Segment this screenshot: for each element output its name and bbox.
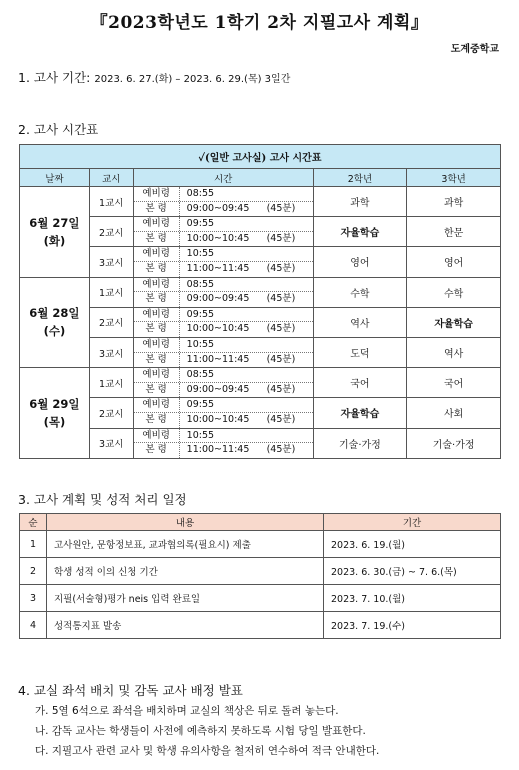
exam-period-text: 2023. 6. 27.(화) – 2023. 6. 29.(목) 3일간 (94, 74, 291, 85)
section-seating-heading: 4. 교실 좌석 배치 및 감독 교사 배정 발표 (18, 683, 243, 698)
period-cell: 2교시 (89, 398, 133, 428)
timetable-caption: ✓(일반 고사실) 고사 시간표 (20, 145, 501, 169)
header-period-date: 기간 (324, 514, 501, 531)
section-exam-period-label: 1. 고사 기간: (18, 70, 95, 85)
period-cell: 3교시 (89, 337, 133, 367)
period-cell: 3교시 (89, 247, 133, 277)
duration: (45분) (266, 202, 296, 214)
schedule-seq: 1 (20, 531, 47, 558)
pre-bell-line (134, 398, 313, 413)
schedule-date: 2023. 7. 19.(수) (324, 612, 501, 639)
duration: (45분) (266, 444, 296, 456)
note-item: 나. 감독 교사는 학생들이 사전에 예측하지 못하도록 시험 당일 발표한다. (35, 725, 366, 737)
pre-bell-time: 09:55 (186, 218, 215, 230)
header-content: 내용 (47, 514, 324, 531)
main-bell-time: 09:00~09:45 (186, 383, 250, 395)
grade2-subject: 자율학습 (313, 398, 407, 428)
time-cell (133, 368, 313, 398)
period-cell: 2교시 (89, 217, 133, 247)
pre-bell-time: 10:55 (186, 429, 215, 441)
pre-bell-line (134, 278, 313, 293)
grade2-subject: 역사 (313, 307, 407, 337)
pre-bell-line (134, 338, 313, 353)
time-cell (133, 217, 313, 247)
timetable-row (20, 307, 501, 337)
pre-bell-label: 예비령 (134, 217, 180, 231)
pre-bell-time: 09:55 (186, 399, 215, 411)
timetable-row (20, 428, 501, 458)
main-bell-line (134, 443, 313, 458)
schedule-content: 지필(서술형)평가 neis 입력 완료일 (47, 585, 324, 612)
schedule-date: 2023. 6. 19.(월) (324, 531, 501, 558)
period-cell: 1교시 (89, 277, 133, 307)
schedule-row (20, 531, 501, 558)
pre-bell-time: 10:55 (186, 248, 215, 260)
section-exam-period (18, 68, 290, 86)
header-period: 교시 (89, 169, 133, 187)
duration: (45분) (266, 353, 296, 365)
timetable-row (20, 277, 501, 307)
pre-bell-line (134, 247, 313, 262)
grade2-subject: 국어 (313, 368, 407, 398)
note-item: 다. 지필고사 관련 교사 및 학생 유의사항을 철저히 연수하여 적극 안내한다. (35, 745, 380, 757)
timetable-row (20, 187, 501, 217)
pre-bell-time: 10:55 (186, 338, 215, 350)
section-timetable-heading: 2. 고사 시간표 (18, 122, 99, 137)
pre-bell-label: 예비령 (134, 368, 180, 382)
grade3-subject: 기술·가정 (407, 428, 501, 458)
grade3-subject: 과학 (407, 187, 501, 217)
pre-bell-label: 예비령 (134, 398, 180, 412)
duration: (45분) (266, 323, 296, 335)
main-bell-line (134, 262, 313, 277)
period-cell: 1교시 (89, 368, 133, 398)
main-bell-time: 11:00~11:45 (186, 444, 250, 456)
header-date: 날짜 (20, 169, 90, 187)
grade2-subject: 기술·가정 (313, 428, 407, 458)
main-bell-line (134, 232, 313, 247)
main-bell-time: 10:00~10:45 (186, 323, 250, 335)
pre-bell-line (134, 308, 313, 323)
main-bell-label: 본 령 (134, 232, 180, 247)
main-bell-line (134, 383, 313, 398)
school-name: 도계중학교 (450, 44, 499, 55)
exam-date: 6월 28일 (29, 306, 80, 321)
grade3-subject: 자율학습 (407, 307, 501, 337)
grade3-subject: 국어 (407, 368, 501, 398)
duration: (45분) (266, 293, 296, 305)
pre-bell-time: 09:55 (186, 308, 215, 320)
main-bell-time: 10:00~10:45 (186, 413, 250, 425)
pre-bell-label: 예비령 (134, 278, 180, 292)
header-seq: 순 (20, 514, 47, 531)
duration: (45분) (266, 262, 296, 274)
main-bell-line (134, 322, 313, 337)
main-bell-line (134, 202, 313, 217)
period-cell: 3교시 (89, 428, 133, 458)
exam-day-cell (20, 368, 90, 459)
time-cell (133, 337, 313, 367)
exam-weekday: (수) (43, 324, 66, 339)
schedule-content: 성적통지표 발송 (47, 612, 324, 639)
schedule-seq: 2 (20, 558, 47, 585)
main-bell-time: 09:00~09:45 (186, 293, 250, 305)
pre-bell-label: 예비령 (134, 338, 180, 352)
main-bell-label: 본 령 (134, 353, 180, 368)
schedule-seq: 4 (20, 612, 47, 639)
grade3-subject: 사회 (407, 398, 501, 428)
exam-date: 6월 27일 (29, 215, 80, 230)
main-bell-label: 본 령 (134, 322, 180, 337)
pre-bell-line (134, 217, 313, 232)
document-title: 『2023학년도 1학기 2차 지필고사 계획』 (90, 13, 429, 33)
period-cell: 1교시 (89, 187, 133, 217)
pre-bell-label: 예비령 (134, 429, 180, 443)
main-bell-time: 11:00~11:45 (186, 262, 250, 274)
note-item: 가. 5열 6석으로 좌석을 배치하며 교실의 책상은 뒤로 돌려 놓는다. (35, 705, 339, 717)
main-bell-label: 본 령 (134, 262, 180, 277)
pre-bell-time: 08:55 (186, 188, 215, 199)
duration: (45분) (266, 413, 296, 425)
timetable-row (20, 398, 501, 428)
main-bell-time: 11:00~11:45 (186, 353, 250, 365)
grade3-subject: 수학 (407, 277, 501, 307)
header-grade3: 3학년 (407, 169, 501, 187)
schedule-seq: 3 (20, 585, 47, 612)
timetable-row (20, 337, 501, 367)
grade3-subject: 영어 (407, 247, 501, 277)
schedule-row (20, 558, 501, 585)
time-cell (133, 428, 313, 458)
duration: (45분) (266, 232, 296, 244)
time-cell (133, 277, 313, 307)
timetable-row (20, 217, 501, 247)
grade3-subject: 역사 (407, 337, 501, 367)
schedule-content: 학생 성적 이의 신청 기간 (47, 558, 324, 585)
pre-bell-time: 08:55 (186, 369, 215, 381)
schedule-date: 2023. 7. 10.(월) (324, 585, 501, 612)
header-grade2: 2학년 (313, 169, 407, 187)
main-bell-line (134, 292, 313, 307)
pre-bell-label: 예비령 (134, 187, 180, 201)
exam-date: 6월 29일 (29, 396, 80, 411)
main-bell-label: 본 령 (134, 443, 180, 458)
grading-schedule-table (19, 513, 501, 639)
main-bell-label: 본 령 (134, 292, 180, 307)
grade2-subject: 과학 (313, 187, 407, 217)
exam-weekday: (화) (43, 233, 66, 248)
grade3-subject: 한문 (407, 217, 501, 247)
main-bell-label: 본 령 (134, 383, 180, 398)
schedule-row (20, 585, 501, 612)
pre-bell-line (134, 429, 313, 444)
section-schedule-heading: 3. 고사 계획 및 성적 처리 일정 (18, 492, 187, 507)
pre-bell-line (134, 368, 313, 383)
grade2-subject: 도덕 (313, 337, 407, 367)
time-cell (133, 307, 313, 337)
main-bell-line (134, 353, 313, 368)
main-bell-label: 본 령 (134, 413, 180, 428)
grade2-subject: 자율학습 (313, 217, 407, 247)
grade2-subject: 영어 (313, 247, 407, 277)
timetable-row (20, 247, 501, 277)
schedule-row (20, 612, 501, 639)
schedule-date: 2023. 6. 30.(금) ~ 7. 6.(목) (324, 558, 501, 585)
exam-timetable (19, 144, 501, 459)
pre-bell-label: 예비령 (134, 247, 180, 261)
exam-weekday: (목) (43, 414, 66, 429)
period-cell: 2교시 (89, 307, 133, 337)
pre-bell-line (134, 187, 313, 202)
timetable-row (20, 368, 501, 398)
main-bell-label: 본 령 (134, 202, 180, 217)
time-cell (133, 398, 313, 428)
header-time: 시간 (133, 169, 313, 187)
main-bell-line (134, 413, 313, 428)
duration: (45분) (266, 383, 296, 395)
time-cell (133, 247, 313, 277)
main-bell-time: 09:00~09:45 (186, 202, 250, 214)
schedule-content: 고사원안, 문항정보표, 교과협의록(필요시) 제출 (47, 531, 324, 558)
main-bell-time: 10:00~10:45 (186, 232, 250, 244)
pre-bell-label: 예비령 (134, 308, 180, 322)
pre-bell-time: 08:55 (186, 278, 215, 290)
time-cell (133, 187, 313, 217)
exam-day-cell (20, 277, 90, 368)
exam-day-cell (20, 187, 90, 278)
grade2-subject: 수학 (313, 277, 407, 307)
